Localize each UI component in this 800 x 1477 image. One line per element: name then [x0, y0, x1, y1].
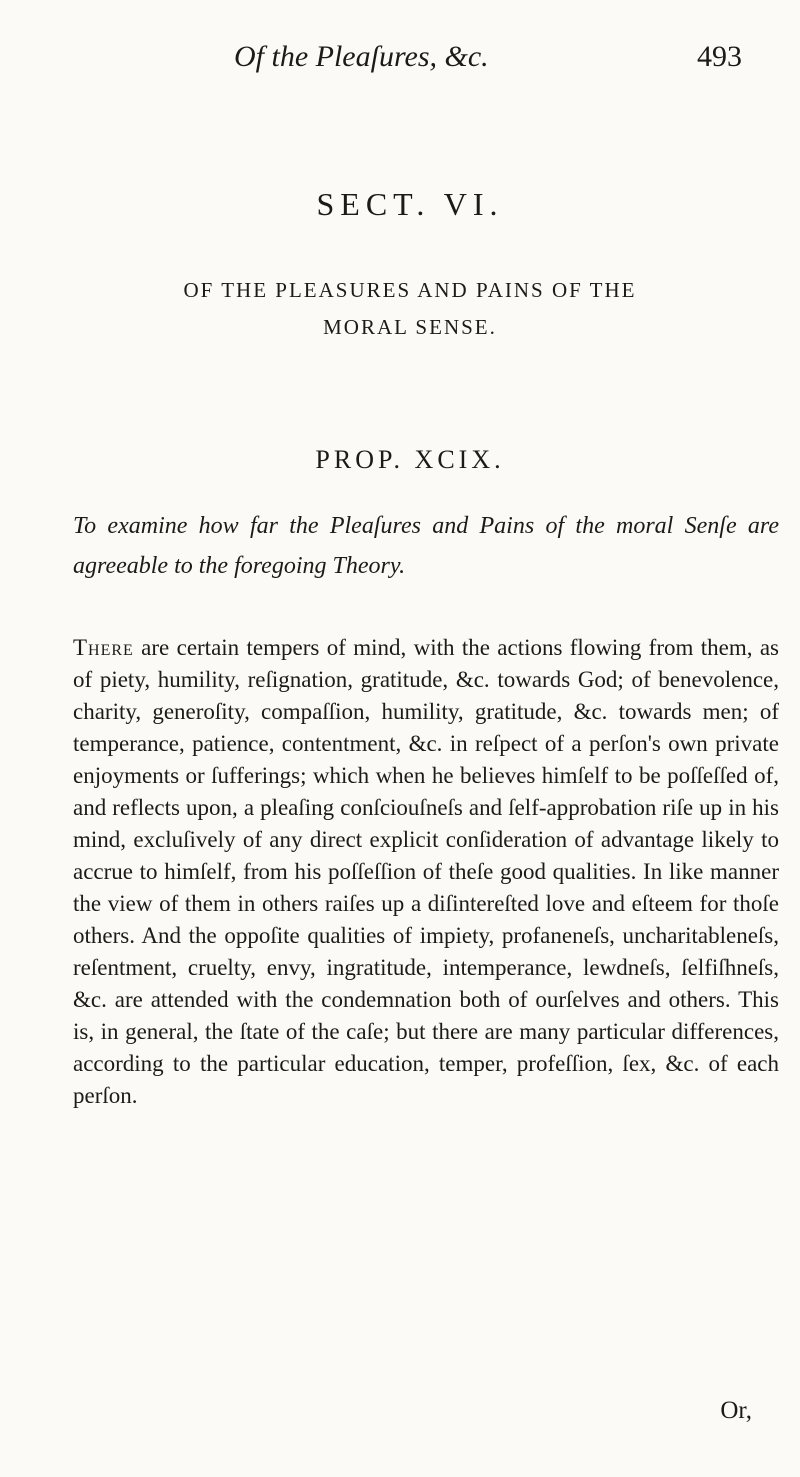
section-subtitle	[0, 272, 800, 346]
section-subtitle-line-1: OF THE PLEASURES AND PAINS OF THE	[183, 278, 637, 302]
body-paragraph	[73, 632, 779, 1112]
running-head	[60, 40, 760, 90]
section-heading: SECT. VI.	[316, 186, 504, 222]
page-number: 493	[697, 40, 742, 73]
catchword: Or,	[720, 1397, 752, 1424]
running-title: Of the Pleaſures, &c.	[234, 40, 489, 73]
proposition-heading: PROP. XCIX.	[315, 445, 505, 474]
paragraph-initial-word: There	[73, 635, 134, 660]
paragraph-text: are certain tempers of mind, with the actions flowing from them, as of piety, humility, reſignation, gratitude, &c. towards God; of benevolence, charity, generoſity, compaſſion, humility, gratitude, &c. towards men; of temperance, patience, contentment, &c. in reſpect of a perſon's own private enjoyments or ſufferings; which when he believes himſelf to be poſſeſſed of, and reflects upon, a pleaſing conſciouſneſs and ſelf-approbation riſe up in his mind, excluſively of any direct explicit conſideration of advantage likely to accrue to himſelf, from his poſſeſſion of theſe good qualities. In like manner the view of them in others raiſes up a diſintereſted love and eſteem for thoſe others. And the oppoſite qualities of impiety, profaneneſs, uncharitableneſs, reſentment, cruelty, envy, ingratitude, intemperance, lewdneſs, ſelfiſhneſs, &c. are attended with the condemnation both of ourſelves and others. This is, in general, the ſtate of the caſe; but there are many particular differences, according to the particular education, temper, profeſſion, ſex, &c. of each perſon.	[73, 635, 779, 1108]
proposition-statement: To examine how far the Pleaſures and Pains of the moral Senſe are agreeable to the foregoing Theory.	[73, 513, 779, 579]
section-subtitle-line-2: MORAL SENSE.	[323, 315, 497, 339]
